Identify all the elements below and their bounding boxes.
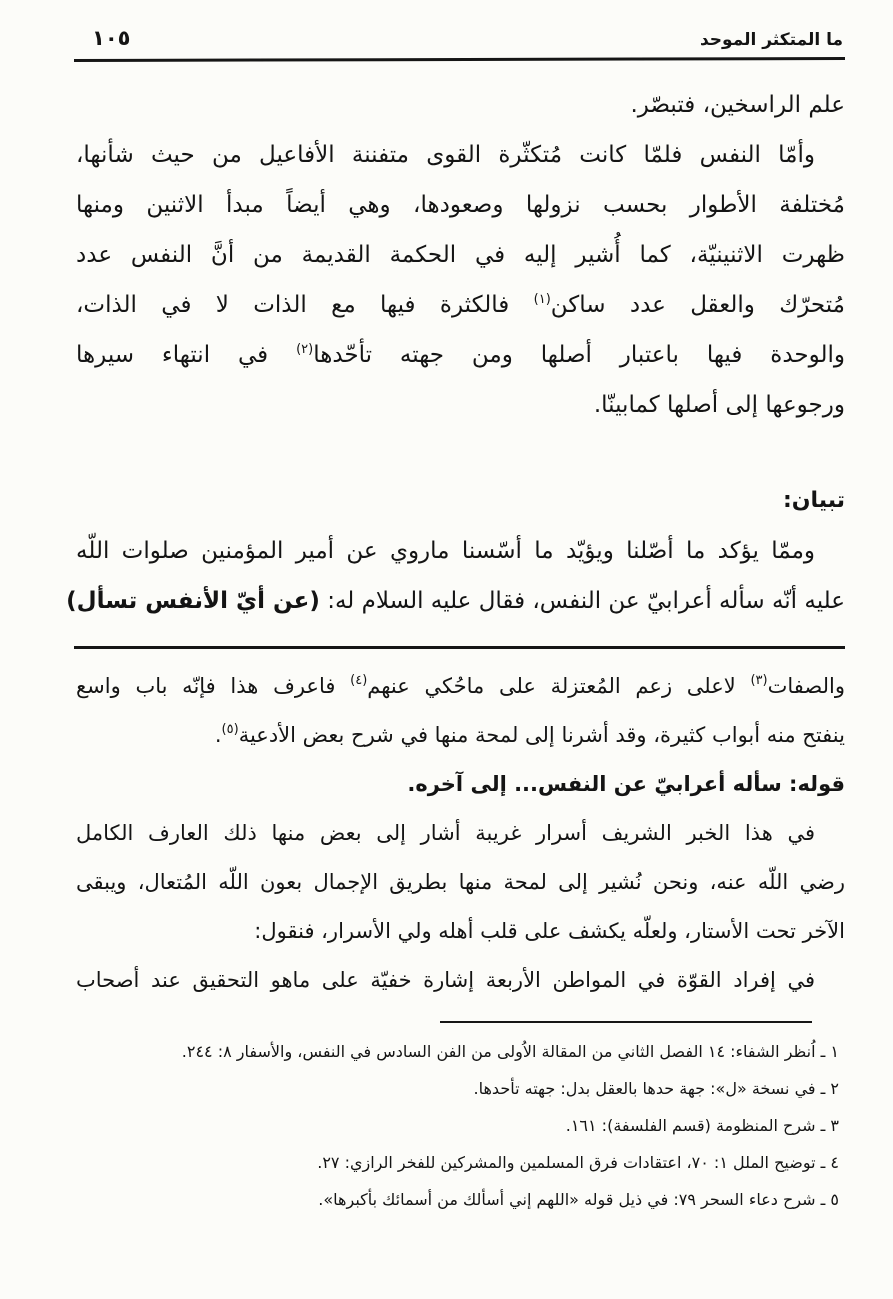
footnote-marker: (٣) — [750, 673, 768, 688]
footnote-marker: (٢) — [296, 342, 314, 357]
footnote-marker: (٥) — [221, 722, 239, 737]
footnote-item — [70, 1107, 839, 1144]
text-line — [76, 956, 845, 1005]
text-segment: مُختلفة الأطوار بحسب نزولها وصعودها، وهي أيضاً مبدأ الاثنين ومنها — [76, 192, 845, 218]
text-segment: لاعلى زعم المُعتزلة على ماحُكي عنهم — [367, 674, 751, 698]
footnote-item — [70, 1033, 839, 1070]
commentary-block — [76, 662, 845, 1005]
text-segment: في انتهاء سيرها — [76, 342, 297, 368]
text-segment: رضي اللّه عنه، ونحن نُشير إلى لمحة منها بطريق الإجمال بعون اللّه المُتعال، ويبقى — [76, 870, 845, 894]
commentary-divider — [74, 646, 845, 649]
text-segment: ٥ ـ شرح دعاء السحر ٧٩: في ذيل قوله «اللهم إني أسألك من أسمائك بأكبرها». — [318, 1190, 839, 1209]
text-segment: ورجوعها إلى أصلها كمابينّا. — [593, 392, 845, 418]
text-line — [66, 576, 845, 626]
page-number: ١٠٥ — [92, 26, 131, 50]
text-line — [76, 230, 845, 280]
text-segment: ٤ ـ توضيح الملل ١: ٧٠، اعتقادات فرق المسلمين والمشركين للفخر الرازي: ٢٧. — [317, 1153, 839, 1172]
text-segment: علم الراسخين، فتبصّر. — [630, 92, 845, 118]
text-line — [76, 858, 845, 907]
text-segment: والوحدة فيها باعتبار أصلها ومن جهته تأحّدها — [313, 342, 845, 368]
text-segment: في هذا الخبر الشريف أسرار غريبة أشار إلى بعض منها ذلك العارف الكامل — [76, 821, 815, 845]
text-line — [76, 809, 845, 858]
text-line — [76, 280, 845, 330]
running-head: ما المتكثر الموحد — [699, 30, 843, 50]
text-segment: ظهرت الاثنينيّة، كما أُشير إليه في الحكمة القديمة من أنَّ النفس عدد — [76, 242, 845, 268]
footnote-item — [70, 1144, 839, 1181]
text-segment: مُتحرّك والعقل عدد ساكن — [550, 292, 845, 318]
text-segment: ١ ـ اُنظر الشفاء: ١٤ الفصل الثاني من المقالة الاُولى من الفن السادس في النفس، والأسفار ٨: ٢٤٤. — [181, 1042, 839, 1061]
text-segment: (عن أيّ الأنفس تسأل) — [66, 588, 320, 614]
text-line — [76, 380, 845, 430]
footnote-marker: (١) — [533, 292, 551, 307]
footnotes-block — [70, 1033, 839, 1218]
text-segment: الآخر تحت الأستار، ولعلّه يكشف على قلب أهله ولي الأسرار، فنقول: — [254, 919, 845, 943]
text-segment: ٣ ـ شرح المنظومة (قسم الفلسفة): ١٦١. — [565, 1116, 839, 1135]
text-segment: في إفراد القوّة في المواطن الأربعة إشارة خفيّة على ماهو التحقيق عند أصحاب — [76, 968, 815, 992]
text-line — [76, 526, 845, 576]
text-segment: قوله: سأله أعرابيّ عن النفس... إلى آخره. — [407, 772, 845, 796]
text-line — [76, 662, 845, 711]
footnote-item — [70, 1181, 839, 1218]
section-heading: تبيان: — [782, 488, 845, 513]
text-line — [76, 330, 845, 380]
text-segment: ٢ ـ في نسخة «ل»: جهة حدها بالعقل بدل: جهته تأحدها. — [473, 1079, 839, 1098]
text-segment: عليه أنّه سأله أعرابيّ عن النفس، فقال عليه السلام له: — [319, 588, 845, 614]
text-segment: . — [214, 723, 222, 747]
footnote-item — [70, 1070, 839, 1107]
main-text-block — [76, 80, 845, 430]
text-line — [76, 180, 845, 230]
text-line — [76, 907, 845, 956]
header-rule — [74, 57, 845, 62]
tabyan-section — [66, 476, 845, 626]
text-line — [76, 760, 845, 809]
text-line — [76, 711, 845, 760]
text-segment: فاعرف هذا فإنّه باب واسع — [76, 674, 351, 698]
text-segment: والصفات — [767, 674, 845, 698]
text-line — [76, 80, 845, 130]
text-segment: فالكثرة فيها مع الذات لا في الذات، — [76, 292, 534, 318]
text-line — [76, 130, 845, 180]
footnote-divider — [440, 1021, 812, 1023]
text-segment: ينفتح منه أبواب كثيرة، وقد أشرنا إلى لمحة منها في شرح بعض الأدعية — [238, 723, 845, 747]
text-segment: وممّا يؤكد ما أصّلنا ويؤيّد ما أسّسنا ماروي عن أمير المؤمنين صلوات اللّه — [76, 538, 815, 564]
text-segment: وأمّا النفس فلمّا كانت مُتكثّرة القوى متفننة الأفاعيل من حيث شأنها، — [76, 142, 815, 168]
footnote-marker: (٤) — [350, 673, 368, 688]
